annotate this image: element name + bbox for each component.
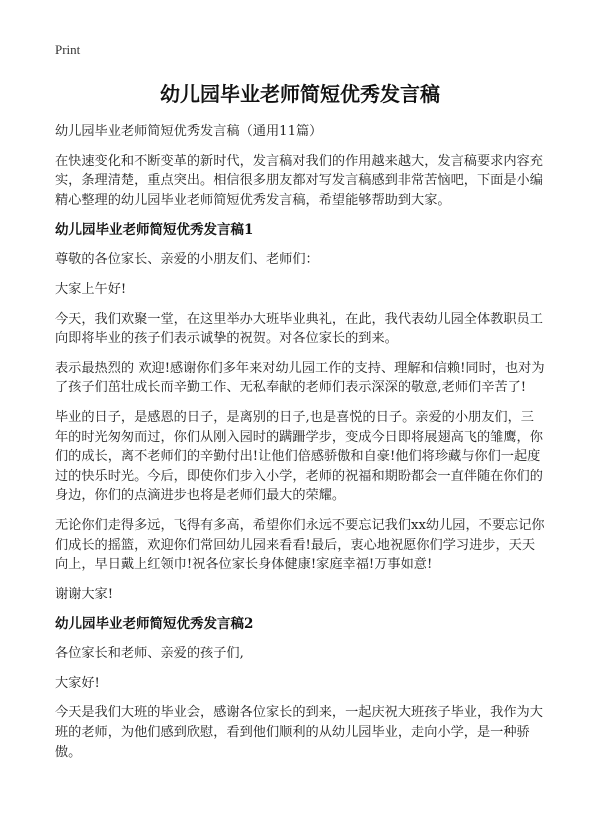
body-paragraph: 谢谢大家! [55, 586, 114, 602]
body-paragraph: 今天是我们大班的毕业会，感谢各位家长的到来，一起庆祝大班孩子毕业，我作为大班的老师，为他们感到欣慰，看到他们顺利的从幼儿园毕业，走向小学，是一种骄傲。 [55, 705, 543, 760]
section-2 [55, 614, 545, 762]
body-paragraph: 大家上午好! [55, 281, 127, 297]
body-paragraph: 无论你们走得多远，飞得有多高，希望你们永远不要忘记我们xx幼儿园，不要忘记你们成长的摇篮，欢迎你们常回幼儿园来看看!最后，衷心地祝愿你们学习进步，天天向上，早日戴上红领巾!祝各位家长身体健康!家庭幸福!万事如意! [55, 517, 545, 573]
body-paragraph: 大家好! [55, 675, 100, 691]
section-heading: 幼儿园毕业老师简短优秀发言稿1 [55, 222, 254, 239]
section-1 [55, 220, 545, 604]
body-paragraph: 表示最热烈的 欢迎!感谢你们多年来对幼儿园工作的支持、理解和信赖!同时，也对为了孩子们茁壮成长而辛勤工作、无私奉献的老师们表示深深的敬意,老师们辛苦了! [55, 360, 545, 396]
body-paragraph: 毕业的日子，是感恩的日子，是离别的日子,也是喜悦的日子。亲爱的小朋友们，三年的时光匆匆而过，你们从刚入园时的蹒跚学步，变成今日即将展翅高飞的雏鹰，你们的成长，离不老师们的辛勤付出!让他们倍感骄傲和自豪!他们将珍藏与你们一起度过的快乐时光。今后，即使你们步入小学，老师的祝福和期盼都会一直伴随在你们的身边，你们的点滴进步也将是老师们最大的荣耀。 [55, 409, 543, 504]
document-title: 幼儿园毕业老师简短优秀发言稿 [160, 82, 440, 106]
body-paragraph: 今天，我们欢聚一堂，在这里举办大班毕业典礼，在此，我代表幼儿园全体教职员工向即将毕业的孩子们表示诚挚的祝贺。对各位家长的到来。 [55, 311, 543, 347]
body-paragraph: 各位家长和老师、亲爱的孩子们, [55, 646, 244, 662]
document-subtitle: 幼儿园毕业老师简短优秀发言稿（通用11篇） [55, 124, 323, 139]
section-heading: 幼儿园毕业老师简短优秀发言稿2 [55, 616, 254, 633]
print-link[interactable]: Print [55, 42, 81, 57]
body-paragraph: 尊敬的各位家长、亲爱的小朋友们、老师们： [55, 252, 319, 268]
intro-paragraph: 在快速变化和不断变革的新时代，发言稿对我们的作用越来越大，发言稿要求内容充实，条理清楚，重点突出。相信很多朋友都对写发言稿感到非常苦恼吧，下面是小编精心整理的幼儿园毕业老师简短优秀发言稿，希望能够帮助到大家。 [55, 153, 543, 208]
